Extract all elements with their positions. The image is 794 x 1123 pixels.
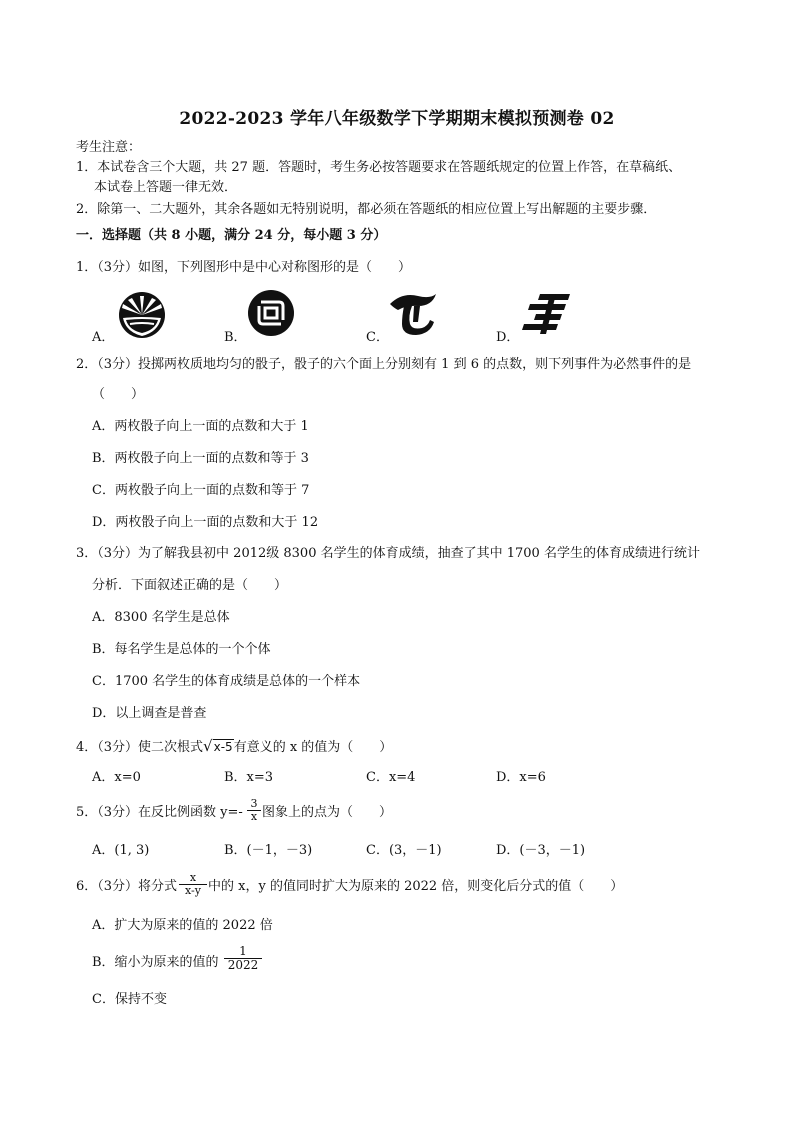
q5-fraction [247,798,261,823]
notice-header: 考生注意： [76,140,142,155]
q5-stem-post: 图象上的点为（ ） [262,805,393,820]
q4-option-c: C．x=4 [366,770,416,785]
q6-option-b-num: 1 [239,944,247,958]
q4-option-b: B．x=3 [224,770,274,785]
q5-option-b: B．(－1，－3) [224,843,313,858]
q4-stem [76,738,392,756]
q5-option-c: C．(3，－1) [366,843,442,858]
q5-option-a: A．(1, 3) [92,843,150,858]
q3-option-c: C．1700 名学生的体育成绩是总体的一个样本 [92,674,361,689]
q6-option-a: A．扩大为原来的值的 2022 倍 [92,918,273,933]
page-title: 2022-2023 学年八年级数学下学期期末模拟预测卷 02 [179,109,615,129]
q3-option-b: B．每名学生是总体的一个个体 [92,642,271,657]
q4-stem-pre: 4．（3分）使二次根式 [76,740,204,755]
q3-stem-cont: 分析．下面叙述正确的是（ ） [92,578,288,593]
q3-option-d: D．以上调查是普查 [92,706,207,721]
q6-stem-pre: 6．（3分）将分式 [76,879,178,894]
q1-option-c: C． [366,330,389,345]
q1-option-a: A． [92,330,115,345]
q4-stem-post: 有意义的 x 的值为（ ） [233,740,393,755]
q6-frac-num: x [189,871,197,884]
q2-option-b: B．两枚骰子向上一面的点数和等于 3 [92,451,309,466]
china-post-logo-icon [522,292,572,336]
q3-option-a: A．8300 名学生是总体 [92,610,230,625]
q5-frac-den: x [250,810,258,823]
q2-stem: 2．（3分）投掷两枚质地均匀的骰子，骰子的六个面上分别刻有 1 到 6 的点数，则下列事件为必然事件的是 [76,357,692,372]
china-telecom-logo-icon [384,290,440,336]
q1-option-b: B． [224,330,247,345]
section-heading: 一．选择题（共 8 小题，满分 24 分，每小题 3 分） [76,228,387,243]
q1-option-d: D． [496,330,520,345]
q2-stem-cont: （ ） [92,387,145,402]
q2-option-a: A．两枚骰子向上一面的点数和大于 1 [92,419,309,434]
q4-radicand: x-5 [213,740,233,754]
q6-frac-den: x-y [185,884,201,897]
q6-option-b-fraction [224,945,262,972]
q4-option-a: A．x=0 [92,770,141,785]
notice-line-2: 2．除第一、二大题外，其余各题如无特别说明，都必须在答题纸的相应位置上写出解题的主要步骤． [76,202,657,217]
q4-option-d: D．x=6 [496,770,546,785]
china-mobile-logo-icon [246,288,296,338]
q6-option-c: C．保持不变 [92,992,167,1007]
q6-fraction [179,872,207,897]
q3-stem: 3．（3分）为了解我县初中 2012级 8300 名学生的体育成绩，抽查了其中 1700 名学生的体育成绩进行统计 [76,546,700,561]
q5-stem-pre: 5．（3分）在反比例函数 y=- [76,805,243,820]
q5-frac-num: 3 [250,797,258,810]
q5-option-d: D．(－3，－1) [496,843,586,858]
q6-stem-post: 中的 x，y 的值同时扩大为原来的 2022 倍，则变化后分式的值（ ） [208,879,624,894]
q2-option-d: D．两枚骰子向上一面的点数和大于 12 [92,515,319,530]
q6-option-b-pre: B．缩小为原来的值的 [92,955,219,970]
sqrt-sign: √ [203,737,213,755]
notice-line-1: 1．本试卷含三个大题，共 27 题．答题时，考生务必按答题要求在答题纸规定的位置上作答，在草稿纸、 [76,160,682,175]
notice-line-1b: 本试卷上答题一律无效． [94,180,238,195]
q1-stem: 1．（3分）如图，下列图形中是中心对称图形的是（ ） [76,260,412,275]
cnpc-emblem-icon [114,290,170,340]
q2-option-c: C．两枚骰子向上一面的点数和等于 7 [92,483,310,498]
q6-option-b-den: 2022 [227,958,259,972]
